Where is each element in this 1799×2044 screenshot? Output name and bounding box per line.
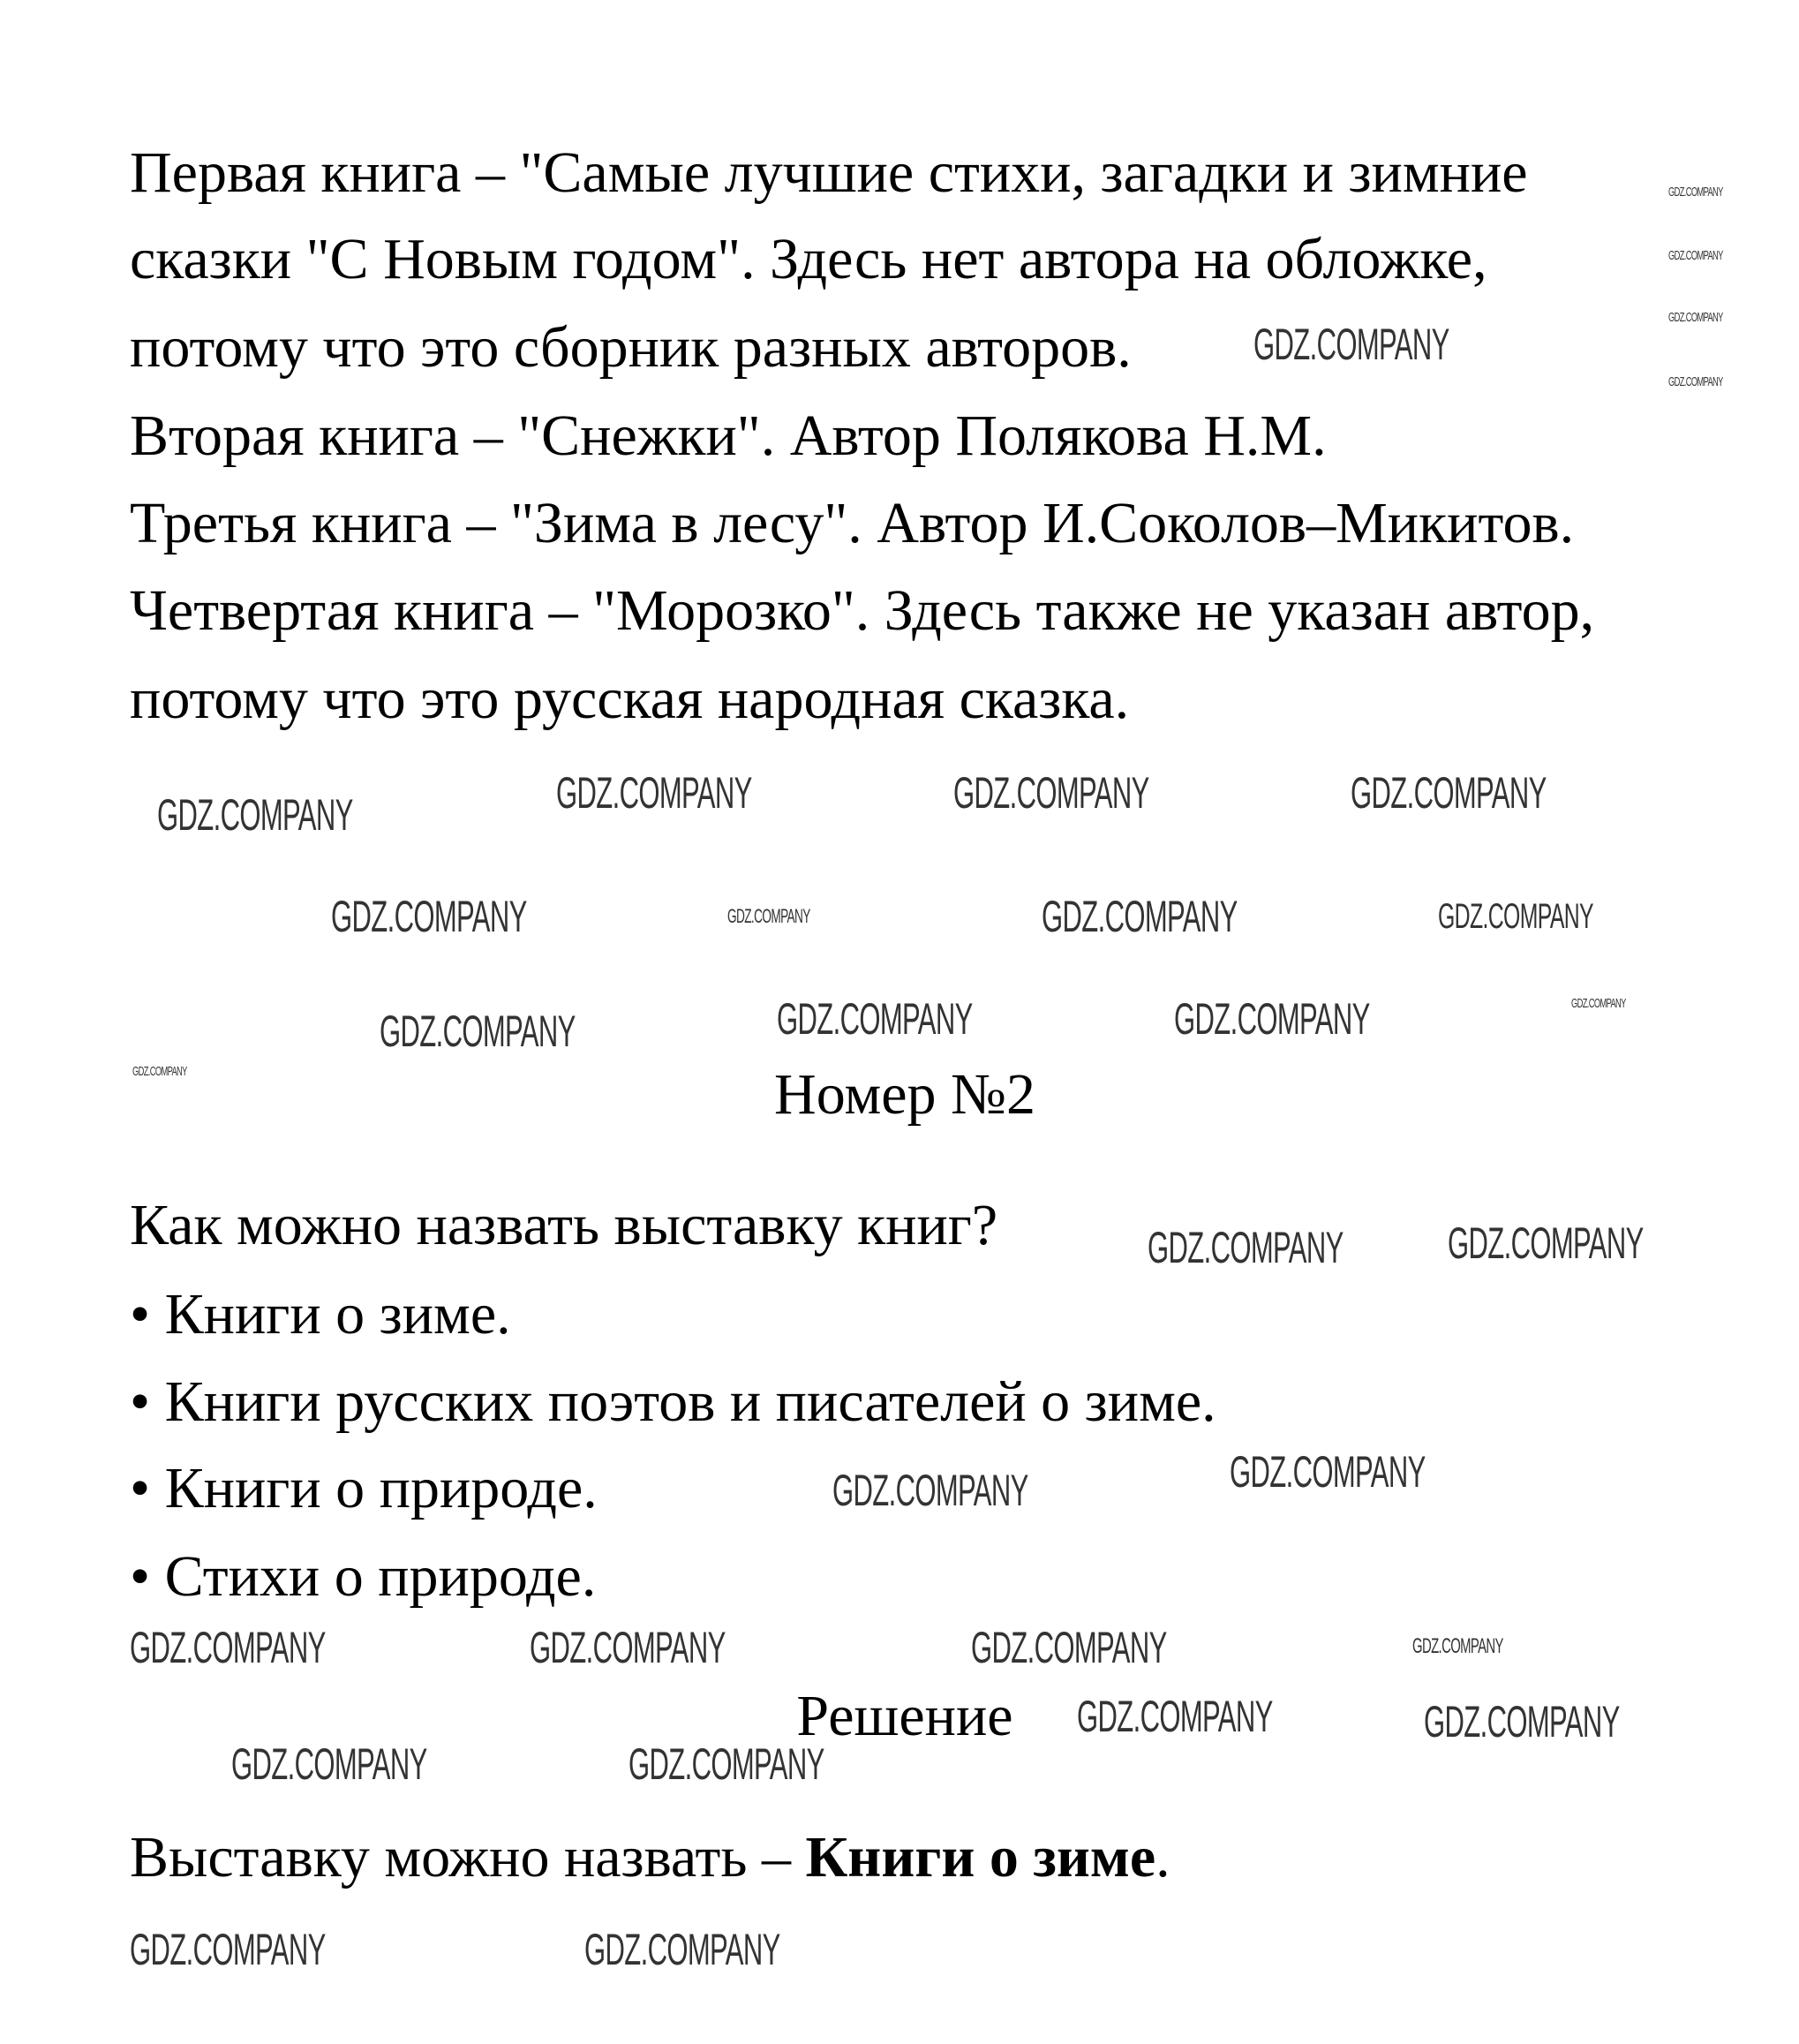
watermark: GDZ.COMPANY xyxy=(331,892,527,941)
watermark: GDZ.COMPANY xyxy=(130,1623,326,1672)
watermark: GDZ.COMPANY xyxy=(380,1007,576,1056)
bullet-item: • Книги о природе. xyxy=(130,1456,598,1520)
watermark: GDZ.COMPANY xyxy=(1571,996,1626,1011)
bullet-item: • Книги русских поэтов и писателей о зиме. xyxy=(130,1369,1216,1434)
answer-suffix: . xyxy=(1155,1825,1170,1889)
watermark: GDZ.COMPANY xyxy=(1351,768,1547,818)
watermark: GDZ.COMPANY xyxy=(1448,1218,1644,1268)
watermark: GDZ.COMPANY xyxy=(1424,1697,1620,1746)
section-heading-number: Номер №2 xyxy=(774,1062,1035,1127)
paragraph-line: потому что это русская народная сказка. xyxy=(130,667,1130,731)
watermark: GDZ.COMPANY xyxy=(1412,1634,1503,1658)
paragraph-line: Третья книга – "Зима в лесу". Автор И.Соколов–Микитов. xyxy=(130,491,1575,555)
section-heading-solution: Решение xyxy=(796,1684,1013,1748)
paragraph-line: Первая книга – "Самые лучшие стихи, загадки и зимние xyxy=(130,140,1528,205)
answer-bold: Книги о зиме xyxy=(805,1825,1156,1889)
watermark: GDZ.COMPANY xyxy=(1438,897,1593,936)
paragraph-line: потому что это сборник разных авторов. xyxy=(130,315,1132,380)
paragraph-line: Вторая книга – "Снежки". Автор Полякова Н.М. xyxy=(130,404,1327,468)
watermark: GDZ.COMPANY xyxy=(157,790,353,840)
watermark: GDZ.COMPANY xyxy=(584,1925,780,1974)
watermark: GDZ.COMPANY xyxy=(777,994,973,1044)
bullet-item: • Книги о зиме. xyxy=(130,1282,511,1346)
watermark: GDZ.COMPANY xyxy=(1668,185,1723,200)
watermark: GDZ.COMPANY xyxy=(556,768,752,818)
watermark: GDZ.COMPANY xyxy=(1042,892,1238,941)
question-text: Как можно назвать выставку книг? xyxy=(130,1193,998,1257)
watermark: GDZ.COMPANY xyxy=(1668,248,1723,263)
watermark: GDZ.COMPANY xyxy=(1174,994,1370,1044)
watermark: GDZ.COMPANY xyxy=(629,1739,824,1789)
watermark: GDZ.COMPANY xyxy=(971,1623,1167,1672)
watermark: GDZ.COMPANY xyxy=(1148,1223,1344,1272)
watermark: GDZ.COMPANY xyxy=(1253,320,1449,369)
watermark: GDZ.COMPANY xyxy=(1230,1447,1426,1497)
watermark: GDZ.COMPANY xyxy=(1077,1692,1273,1741)
watermark: GDZ.COMPANY xyxy=(832,1466,1028,1515)
answer-prefix: Выставку можно назвать – xyxy=(130,1825,806,1889)
paragraph-line: сказки "С Новым годом". Здесь нет автора на обложке, xyxy=(130,227,1487,291)
watermark: GDZ.COMPANY xyxy=(1668,310,1723,325)
paragraph-line: Четвертая книга – "Морозко". Здесь также не указан автор, xyxy=(130,578,1595,643)
watermark: GDZ.COMPANY xyxy=(231,1739,427,1789)
answer-line xyxy=(130,1822,1170,1893)
watermark: GDZ.COMPANY xyxy=(953,768,1149,818)
watermark: GDZ.COMPANY xyxy=(1668,374,1723,389)
bullet-item: • Стихи о природе. xyxy=(130,1544,597,1609)
watermark: GDZ.COMPANY xyxy=(727,905,810,927)
watermark: GDZ.COMPANY xyxy=(132,1064,187,1079)
watermark: GDZ.COMPANY xyxy=(530,1623,726,1672)
watermark: GDZ.COMPANY xyxy=(130,1925,326,1974)
